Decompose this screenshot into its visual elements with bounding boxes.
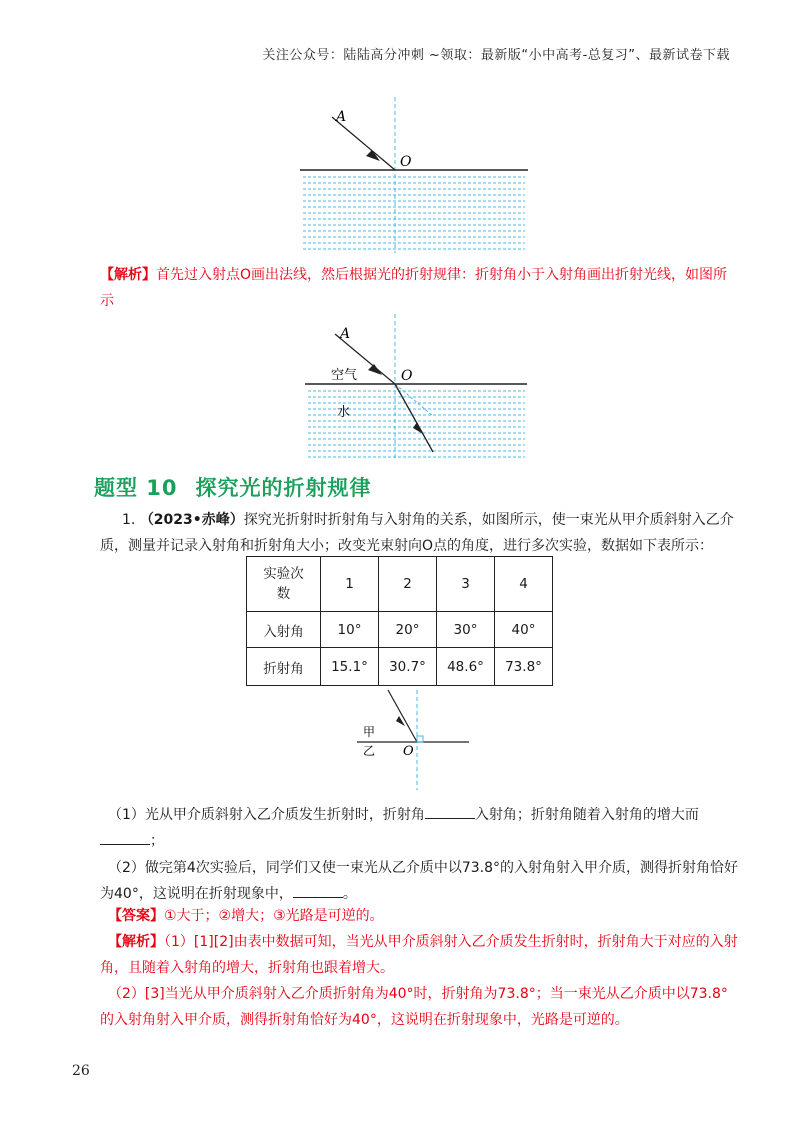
sub1-text-a: （1）光从甲介质斜射入乙介质发生折射时，折射角 <box>108 807 425 823</box>
answer-text: ①大于；②增大；③光路是可逆的。 <box>164 908 384 924</box>
section-number: 题型 10 <box>94 476 178 500</box>
section-title: 探究光的折射规律 <box>195 476 372 500</box>
figure-experiment <box>355 688 475 792</box>
label-o: O <box>401 368 413 384</box>
table-cell: 实验次数 <box>247 557 321 612</box>
answer-blank <box>425 804 475 819</box>
label-medium-bottom: 乙 <box>363 744 376 758</box>
analysis-p2: （2）[3]当光从甲介质斜射入乙介质折射角为40°时，折射角为73.8°；当一束光从乙介质中以73.8°的入射角射入甲介质，测得折射角恰好为40°，这说明在折射现象中，光路是可逆的。 <box>100 986 728 1028</box>
table-row <box>247 648 553 686</box>
label-o: O <box>403 744 414 759</box>
label-medium-top: 甲 <box>363 725 376 739</box>
table-cell: 30.7° <box>379 648 437 686</box>
table-cell: 折射角 <box>247 648 321 686</box>
answer-paragraph <box>100 903 740 929</box>
table-row <box>247 557 553 612</box>
table-cell: 4 <box>495 557 553 612</box>
table-cell: 2 <box>379 557 437 612</box>
label-o: O <box>400 154 412 170</box>
question-paragraph <box>100 507 740 559</box>
analysis-paragraph-2 <box>100 929 740 981</box>
page-number: 26 <box>72 1063 90 1079</box>
answer-tag: 【答案】 <box>108 908 164 924</box>
table-cell: 20° <box>379 612 437 648</box>
table-cell: 73.8° <box>495 648 553 686</box>
table-cell: 10° <box>321 612 379 648</box>
question-number: 1. <box>122 512 136 528</box>
figure-refraction <box>305 312 530 462</box>
table-cell: 3 <box>437 557 495 612</box>
table-cell: 1 <box>321 557 379 612</box>
table-cell: 40° <box>495 612 553 648</box>
sub2-text-b: 。 <box>342 886 357 902</box>
analysis-paragraph-3 <box>100 981 740 1033</box>
page-header: 关注公众号：陆陆高分冲刺 ~领取：最新版“小中高考-总复习”、最新试卷下载 <box>262 48 730 63</box>
analysis-tag: 【解析】 <box>108 934 164 950</box>
table-row <box>247 612 553 648</box>
analysis-text: 首先过入射点O画出法线，然后根据光的折射规律：折射角小于入射角画出折射光线，如图所示 <box>100 267 728 309</box>
label-a: A <box>336 109 347 125</box>
sub2-text-a: （2）做完第4次实验后，同学们又使一束光从乙介质中以73.8°的入射角射入甲介质，测得折射角恰好为40°，这说明在折射现象中， <box>100 860 738 902</box>
label-air: 空气 <box>331 368 358 383</box>
subquestion-2 <box>100 855 740 907</box>
answer-blank <box>100 830 150 845</box>
analysis-p1: （1）[1][2]由表中数据可知，当光从甲介质斜射入乙介质发生折射时，折射角大于对应的入射角，且随着入射角的增大，折射角也跟着增大。 <box>100 934 738 976</box>
subquestion-1 <box>100 802 740 854</box>
figure-incident-ray <box>300 95 530 255</box>
section-heading <box>94 472 372 502</box>
question-text: 探究光折射时折射角与入射角的关系，如图所示，使一束光从甲介质斜射入乙介质，测量并记录入射角和折射角大小；改变光束射向O点的角度，进行多次实验，数据如下表所示： <box>100 512 734 554</box>
table-cell: 48.6° <box>437 648 495 686</box>
label-water: 水 <box>337 405 351 420</box>
answer-blank <box>293 883 343 898</box>
question-source: （2023•赤峰） <box>139 512 244 528</box>
sub1-text-c: ； <box>150 833 164 849</box>
table-cell: 30° <box>437 612 495 648</box>
sub1-text-b: 入射角；折射角随着入射角的增大而 <box>474 807 699 823</box>
analysis-paragraph-1 <box>100 262 740 314</box>
table-cell: 入射角 <box>247 612 321 648</box>
table-cell: 15.1° <box>321 648 379 686</box>
data-table <box>246 556 553 686</box>
analysis-tag: 【解析】 <box>100 267 156 283</box>
label-a: A <box>340 326 351 342</box>
